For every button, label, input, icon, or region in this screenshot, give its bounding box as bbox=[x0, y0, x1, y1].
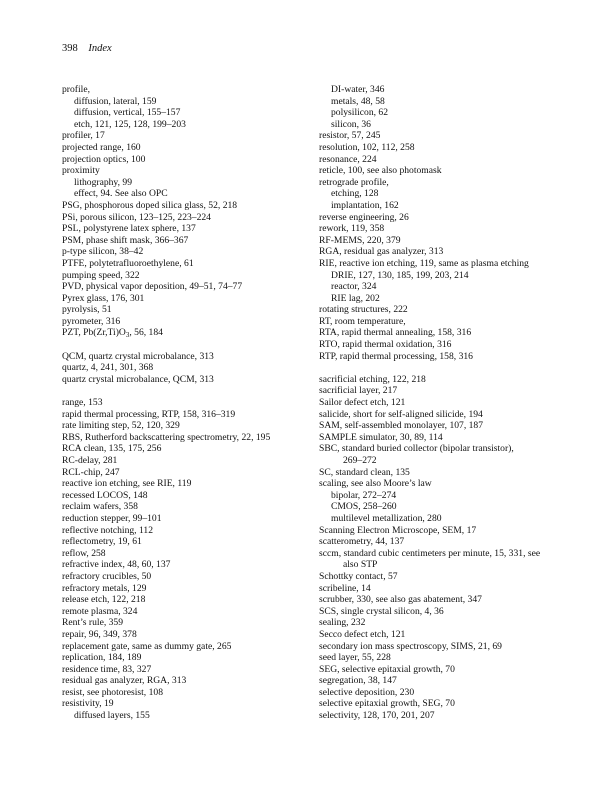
index-column-right bbox=[319, 84, 575, 722]
index-entry: SBC, standard buried collector (bipolar transistor), bbox=[319, 443, 514, 455]
index-entry: reflective notching, 112 bbox=[62, 524, 154, 536]
index-entry: release etch, 122, 218 bbox=[62, 594, 146, 606]
index-entry: reflow, 258 bbox=[62, 547, 106, 559]
index-entry: scatterometry, 44, 137 bbox=[319, 536, 405, 548]
index-entry: SAMPLE simulator, 30, 89, 114 bbox=[319, 431, 443, 443]
index-subentry: polysilicon, 62 bbox=[331, 107, 389, 119]
index-entry: residence time, 83, 327 bbox=[62, 663, 152, 675]
index-entry: RBS, Rutherford backscattering spectrometry, 22, 195 bbox=[62, 431, 271, 443]
index-entry: PSG, phosphorous doped silica glass, 52, 218 bbox=[62, 199, 238, 211]
index-entry: PSM, phase shift mask, 366–367 bbox=[62, 234, 189, 246]
index-subentry: RIE lag, 202 bbox=[331, 292, 380, 304]
index-entry: RT, room temperature, bbox=[319, 315, 406, 327]
index-entry: sacrificial layer, 217 bbox=[319, 385, 398, 397]
index-entry: Schottky contact, 57 bbox=[319, 570, 398, 582]
index-entry: resist, see photoresist, 108 bbox=[62, 686, 163, 698]
index-entry: p-type silicon, 38–42 bbox=[62, 246, 144, 258]
index-entry: quartz crystal microbalance, QCM, 313 bbox=[62, 373, 214, 385]
index-subentry: DI-water, 346 bbox=[331, 84, 385, 95]
index-entry: projected range, 160 bbox=[62, 141, 141, 153]
index-entry: PTFE, polytetrafluoroethylene, 61 bbox=[62, 257, 194, 269]
index-entry: recessed LOCOS, 148 bbox=[62, 489, 148, 501]
index-column-left bbox=[62, 84, 332, 722]
index-subentry: implantation, 162 bbox=[331, 199, 399, 211]
index-entry: RF-MEMS, 220, 379 bbox=[319, 234, 401, 246]
index-subentry: diffusion, lateral, 159 bbox=[74, 95, 157, 107]
index-subentry: silicon, 36 bbox=[331, 118, 371, 130]
index-entry: pyrolysis, 51 bbox=[62, 304, 112, 316]
index-subentry: lithography, 99 bbox=[74, 176, 132, 188]
index-entry: resonance, 224 bbox=[319, 153, 377, 165]
index-subentry: etch, 121, 125, 128, 199–203 bbox=[74, 118, 186, 130]
index-entry: sealing, 232 bbox=[319, 617, 366, 629]
index-entry: scribeline, 14 bbox=[319, 582, 371, 594]
index-entry-pages: , 56, 184 bbox=[129, 327, 163, 339]
index-entry: pumping speed, 322 bbox=[62, 269, 140, 281]
letter-group-gap bbox=[62, 339, 332, 351]
index-entry: salicide, short for self-aligned silicide, 194 bbox=[319, 408, 483, 420]
index-entry: seed layer, 55, 228 bbox=[319, 652, 391, 664]
index-entry: RGA, residual gas analyzer, 313 bbox=[319, 246, 444, 258]
index-entry: profile, bbox=[62, 84, 90, 95]
index-entry: selectivity, 128, 170, 201, 207 bbox=[319, 710, 435, 722]
index-entry: RTA, rapid thermal annealing, 158, 316 bbox=[319, 327, 472, 339]
index-entry: quartz, 4, 241, 301, 368 bbox=[62, 362, 154, 374]
index-subentry: bipolar, 272–274 bbox=[331, 489, 397, 501]
index-entry: Secco defect etch, 121 bbox=[319, 628, 406, 640]
index-entry-continuation: 269–272 bbox=[343, 455, 377, 466]
index-entry: RCA clean, 135, 175, 256 bbox=[62, 443, 162, 455]
index-entry: resistivity, 19 bbox=[62, 698, 114, 710]
index-subentry: diffused layers, 155 bbox=[74, 710, 150, 722]
index-entry: RTO, rapid thermal oxidation, 316 bbox=[319, 339, 452, 351]
letter-group-gap bbox=[319, 362, 575, 374]
index-entry bbox=[62, 327, 332, 339]
index-entry: resistor, 57, 245 bbox=[319, 130, 381, 142]
index-entry: RTP, rapid thermal processing, 158, 316 bbox=[319, 350, 473, 362]
index-entry: refractive index, 48, 60, 137 bbox=[62, 559, 171, 571]
index-entry: selective deposition, 230 bbox=[319, 686, 415, 698]
index-entry: reflectometry, 19, 61 bbox=[62, 536, 142, 548]
index-entry: refractory crucibles, 50 bbox=[62, 570, 152, 582]
index-subentry: DRIE, 127, 130, 185, 199, 203, 214 bbox=[331, 269, 469, 281]
index-entry: PSL, polystyrene latex sphere, 137 bbox=[62, 223, 196, 235]
index-entry: PVD, physical vapor deposition, 49–51, 74–77 bbox=[62, 281, 243, 293]
index-subentry: multilevel metallization, 280 bbox=[331, 512, 442, 524]
index-entry: SCS, single crystal silicon, 4, 36 bbox=[319, 605, 444, 617]
index-entry: reduction stepper, 99–101 bbox=[62, 512, 162, 524]
index-entry: reactive ion etching, see RIE, 119 bbox=[62, 478, 192, 490]
index-entry: pyrometer, 316 bbox=[62, 315, 121, 327]
index-entry: projection optics, 100 bbox=[62, 153, 146, 165]
index-entry: scrubber, 330, see also gas abatement, 347 bbox=[319, 594, 482, 606]
index-entry: Sailor defect etch, 121 bbox=[319, 397, 406, 409]
index-entry: rate limiting step, 52, 120, 329 bbox=[62, 420, 180, 432]
index-entry: RCL-chip, 247 bbox=[62, 466, 120, 478]
index-entry: rework, 119, 358 bbox=[319, 223, 385, 235]
index-entry: profiler, 17 bbox=[62, 130, 105, 142]
index-subentry: diffusion, vertical, 155–157 bbox=[74, 107, 181, 119]
index-entry: reverse engineering, 26 bbox=[319, 211, 409, 223]
index-entry: Pyrex glass, 176, 301 bbox=[62, 292, 145, 304]
index-entry: rapid thermal processing, RTP, 158, 316–319 bbox=[62, 408, 236, 420]
index-entry: QCM, quartz crystal microbalance, 313 bbox=[62, 350, 214, 362]
index-subentry: effect, 94. See also OPC bbox=[74, 188, 168, 200]
index-entry-continuation: also STP bbox=[343, 559, 378, 571]
index-subentry: etching, 128 bbox=[331, 188, 379, 200]
index-entry: refractory metals, 129 bbox=[62, 582, 147, 594]
index-entry: secondary ion mass spectroscopy, SIMS, 21, 69 bbox=[319, 640, 502, 652]
index-entry: sacrificial etching, 122, 218 bbox=[319, 373, 426, 385]
index-entry: replacement gate, same as dummy gate, 265 bbox=[62, 640, 232, 652]
index-entry: repair, 96, 349, 378 bbox=[62, 628, 137, 640]
index-entry: SEG, selective epitaxial growth, 70 bbox=[319, 663, 455, 675]
index-entry: Scanning Electron Microscope, SEM, 17 bbox=[319, 524, 477, 536]
index-entry: retrograde profile, bbox=[319, 176, 389, 188]
running-header-title: Index bbox=[88, 43, 112, 54]
index-entry-text: PZT, Pb(Zr,Ti)O bbox=[62, 327, 126, 339]
index-entry: replication, 184, 189 bbox=[62, 652, 142, 664]
index-entry: segregation, 38, 147 bbox=[319, 675, 397, 687]
index-entry: reclaim wafers, 358 bbox=[62, 501, 138, 513]
index-entry: reticle, 100, see also photomask bbox=[319, 165, 442, 177]
index-entry: rotating structures, 222 bbox=[319, 304, 408, 316]
index-entry: residual gas analyzer, RGA, 313 bbox=[62, 675, 187, 687]
index-entry: scaling, see also Moore’s law bbox=[319, 478, 432, 490]
index-entry: PSi, porous silicon, 123–125, 223–224 bbox=[62, 211, 211, 223]
index-entry: proximity bbox=[62, 165, 100, 177]
index-entry: selective epitaxial growth, SEG, 70 bbox=[319, 698, 455, 710]
page-number: 398 bbox=[62, 43, 78, 54]
index-entry: SAM, self-assembled monolayer, 107, 187 bbox=[319, 420, 484, 432]
index-entry: remote plasma, 324 bbox=[62, 605, 138, 617]
index-subentry: reactor, 324 bbox=[331, 281, 377, 293]
index-subentry: CMOS, 258–260 bbox=[331, 501, 397, 513]
index-entry: Rent’s rule, 359 bbox=[62, 617, 124, 629]
index-entry: sccm, standard cubic centimeters per minute, 15, 331, see bbox=[319, 547, 541, 559]
index-subentry: metals, 48, 58 bbox=[331, 95, 385, 107]
running-header bbox=[62, 43, 112, 54]
letter-group-gap bbox=[62, 385, 332, 397]
index-entry: RIE, reactive ion etching, 119, same as plasma etching bbox=[319, 257, 529, 269]
index-entry: RC-delay, 281 bbox=[62, 455, 118, 466]
index-entry: resolution, 102, 112, 258 bbox=[319, 141, 415, 153]
index-entry: SC, standard clean, 135 bbox=[319, 466, 410, 478]
subscript: 3 bbox=[125, 331, 130, 340]
index-entry: range, 153 bbox=[62, 397, 103, 409]
